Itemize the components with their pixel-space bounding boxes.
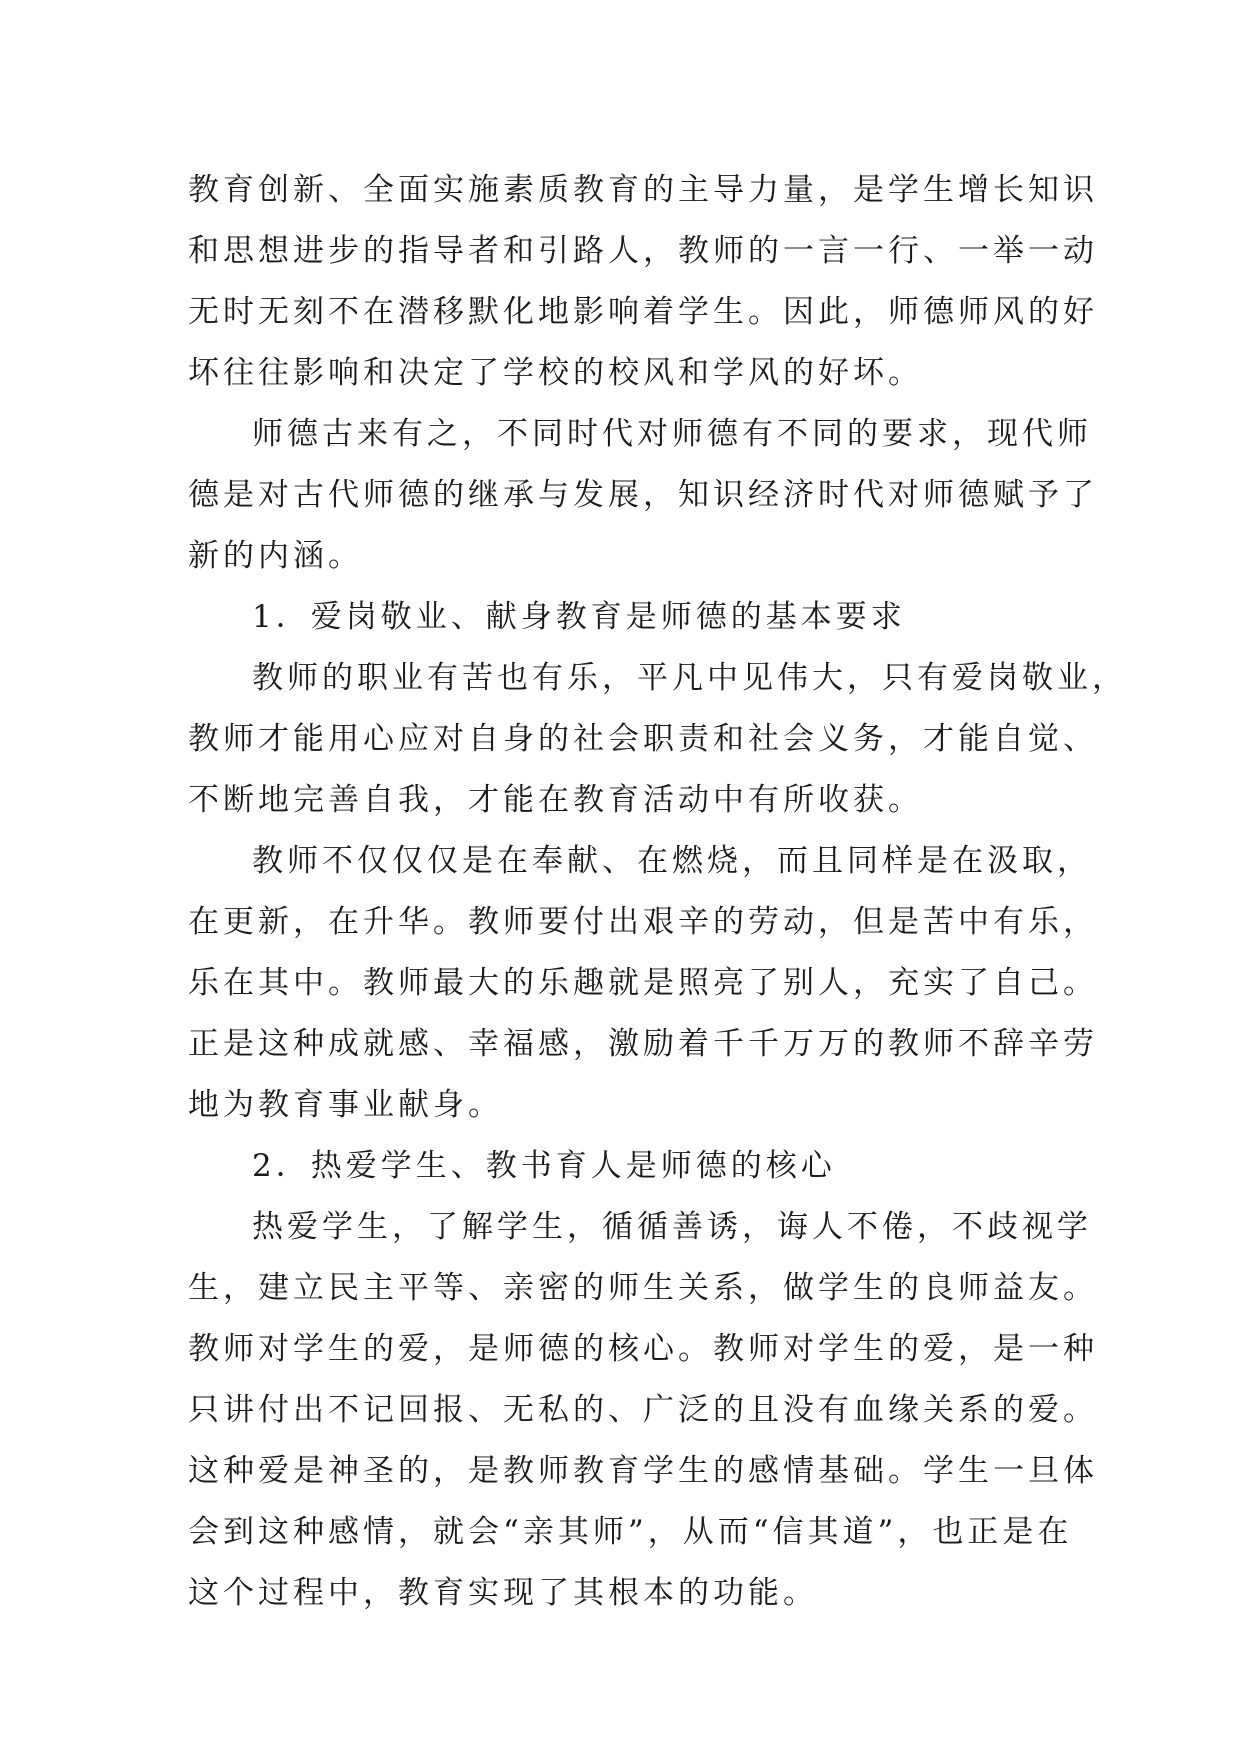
section-heading	[188, 587, 1054, 648]
text-line: 热爱学生，了解学生，循循善诱，诲人不倦，不歧视学	[252, 1209, 1092, 1245]
document-body	[188, 160, 1127, 1624]
text-line: 会到这种感情，就会“亲其师”，从而“信其道”，也正是在	[188, 1514, 1073, 1550]
text-line: 在更新，在升华。教师要付出艰辛的劳动，但是苦中有乐，	[188, 904, 1098, 940]
heading-text: 2．热爱学生、教书育人是师德的核心	[252, 1148, 836, 1184]
text-line: 乐在其中。教师最大的乐趣就是照亮了别人，充实了自己。	[188, 965, 1098, 1001]
paragraph	[188, 404, 1098, 587]
text-line: 德是对古代师德的继承与发展，知识经济时代对师德赋予了	[188, 477, 1098, 513]
text-line: 新的内涵。	[188, 538, 363, 574]
text-line: 生，建立民主平等、亲密的师生关系，做学生的良师益友。	[188, 1270, 1098, 1306]
text-line: 师德古来有之，不同时代对师德有不同的要求，现代师	[252, 416, 1092, 452]
text-line: 这种爱是神圣的，是教师教育学生的感情基础。学生一旦体	[188, 1453, 1098, 1489]
text-line: 只讲付出不记回报、无私的、广泛的且没有血缘关系的爱。	[188, 1392, 1098, 1428]
text-line: 教师对学生的爱，是师德的核心。教师对学生的爱，是一种	[188, 1331, 1098, 1367]
paragraph	[188, 648, 1127, 831]
paragraph	[188, 1197, 1098, 1624]
text-line: 教育创新、全面实施素质教育的主导力量，是学生增长知识	[188, 172, 1098, 208]
text-line: 无时无刻不在潜移默化地影响着学生。因此，师德师风的好	[188, 294, 1098, 330]
text-line: 和思想进步的指导者和引路人，教师的一言一行、一举一动	[188, 233, 1098, 269]
text-line: 正是这种成就感、幸福感，激励着千千万万的教师不辞辛劳	[188, 1026, 1098, 1062]
paragraph	[188, 160, 1098, 404]
heading-text: 1．爱岗敬业、献身教育是师德的基本要求	[252, 599, 906, 635]
text-line: 坏往往影响和决定了学校的校风和学风的好坏。	[188, 355, 923, 391]
text-line: 不断地完善自我，才能在教育活动中有所收获。	[188, 782, 923, 818]
text-line: 教师才能用心应对自身的社会职责和社会义务，才能自觉、	[188, 721, 1098, 757]
section-heading	[188, 1136, 1054, 1197]
paragraph	[188, 831, 1098, 1136]
text-line: 教师不仅仅仅是在奉献、在燃烧，而且同样是在汲取，	[252, 843, 1092, 879]
text-line: 地为教育事业献身。	[188, 1087, 503, 1123]
text-line: 这个过程中，教育实现了其根本的功能。	[188, 1575, 818, 1611]
text-line: 教师的职业有苦也有乐，平凡中见伟大，只有爱岗敬业，	[252, 660, 1127, 696]
